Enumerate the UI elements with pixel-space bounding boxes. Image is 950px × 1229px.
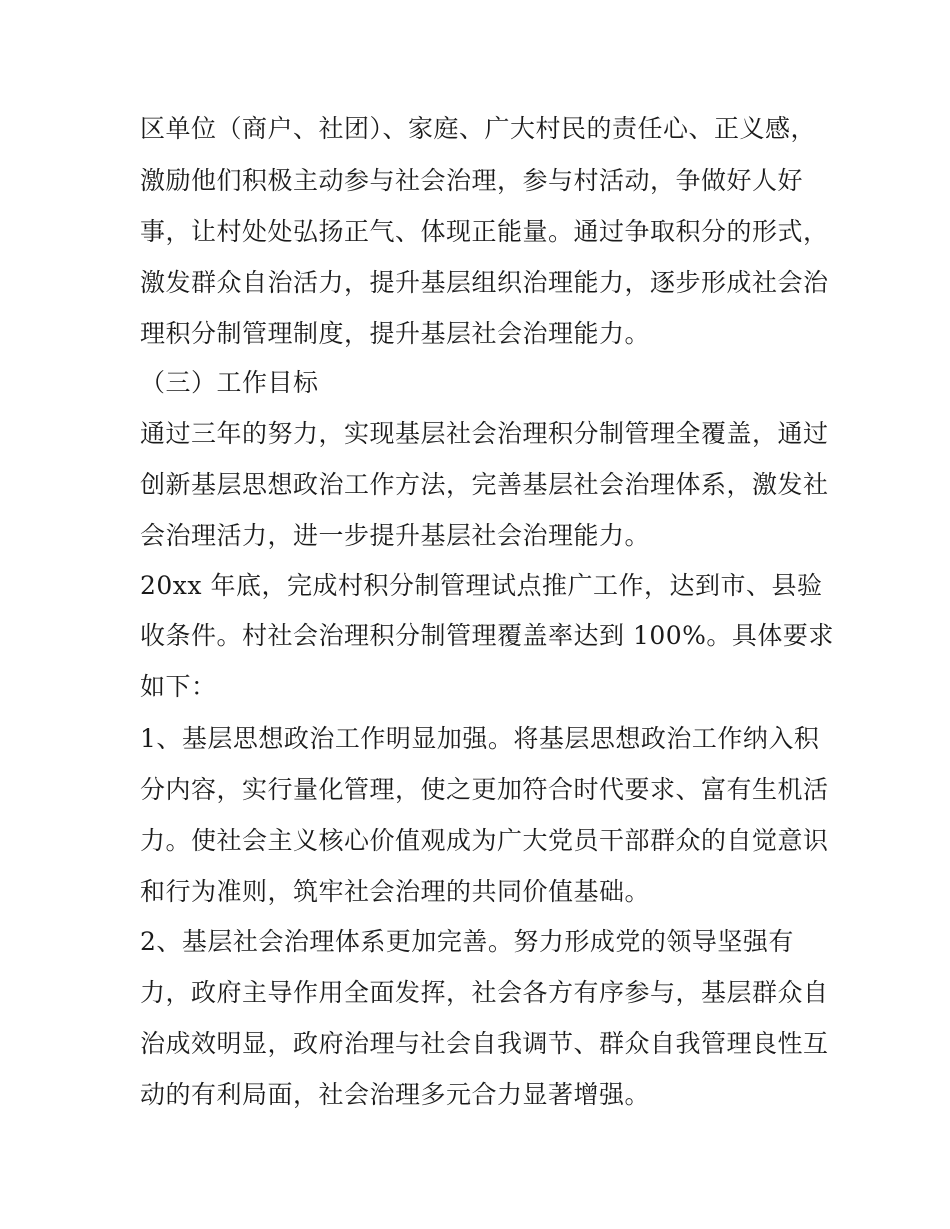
paragraph-line: 激发群众自治活力，提升基层组织治理能力，逐步形成社会治	[140, 268, 829, 297]
list-item-line: 动的有利局面，社会治理多元合力显著增强。	[140, 1080, 651, 1109]
paragraph-line: 激励他们积极主动参与社会治理，参与村活动，争做好人好	[140, 166, 804, 195]
list-item-line: 治成效明显，政府治理与社会自我调节、群众自我管理良性互	[140, 1029, 829, 1058]
paragraph-line: 收条件。村社会治理积分制管理覆盖率达到 100%。具体要求	[140, 621, 834, 650]
paragraph-line: 区单位（商户、社团）、家庭、广大村民的责任心、正义感，	[140, 114, 817, 143]
section-heading: （三）工作目标	[140, 368, 319, 397]
paragraph-line: 事，让村处处弘扬正气、体现正能量。通过争取积分的形式，	[140, 217, 829, 246]
list-item-line: 力，政府主导作用全面发挥，社会各方有序参与，基层群众自	[140, 978, 829, 1007]
paragraph-line: 如下：	[140, 672, 217, 701]
list-item-line: 分内容，实行量化管理，使之更加符合时代要求、富有生机活	[140, 775, 829, 804]
list-item-line: 力。使社会主义核心价值观成为广大党员干部群众的自觉意识	[140, 826, 829, 855]
paragraph-line: 通过三年的努力，实现基层社会治理积分制管理全覆盖，通过	[140, 419, 829, 448]
list-item-line: 1、基层思想政治工作明显加强。将基层思想政治工作纳入积	[140, 724, 820, 753]
list-item-line: 和行为准则，筑牢社会治理的共同价值基础。	[140, 877, 651, 906]
paragraph-line: 创新基层思想政治工作方法，完善基层社会治理体系，激发社	[140, 470, 829, 499]
paragraph-line: 会治理活力，进一步提升基层社会治理能力。	[140, 521, 651, 550]
paragraph-line: 20xx 年底，完成村积分制管理试点推广工作，达到市、县验	[140, 571, 823, 600]
paragraph-line: 理积分制管理制度，提升基层社会治理能力。	[140, 319, 651, 348]
list-item-line: 2、基层社会治理体系更加完善。努力形成党的领导坚强有	[140, 927, 794, 956]
